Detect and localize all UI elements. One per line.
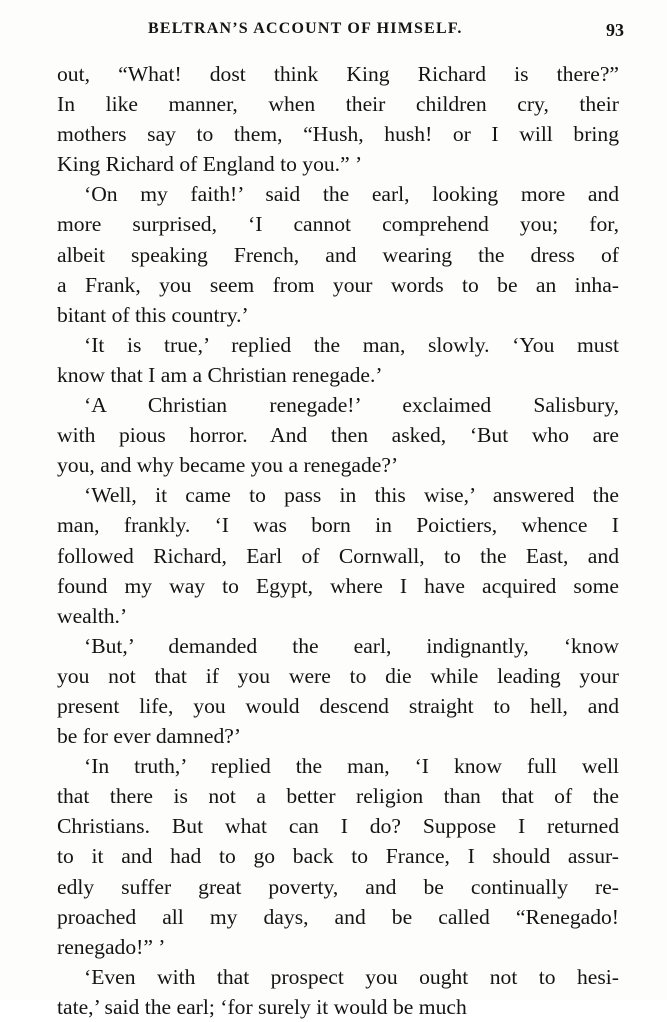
body-text [57, 59, 619, 1022]
text-line: tate,’ said the earl; ‘for surely it would be much [57, 994, 467, 1019]
text-line: found my way to Egypt, where I have acquired some [57, 573, 619, 598]
text-line: present life, you would descend straight to hell, and [57, 693, 619, 718]
text-line: more surprised, ‘I cannot comprehend you; for, [57, 212, 619, 237]
text-line: know that I am a Christian renegade.’ [57, 362, 383, 387]
text-line: you, and why became you a renegade?’ [57, 453, 399, 478]
paragraph [57, 390, 619, 480]
text-line: ‘Well, it came to pass in this wise,’ answered the [84, 483, 619, 508]
paragraph [57, 480, 619, 630]
paragraph [57, 751, 619, 962]
text-line: followed Richard, Earl of Cornwall, to the East, and [57, 543, 619, 568]
text-line: wealth.’ [57, 603, 128, 628]
text-line: ‘In truth,’ replied the man, ‘I know full well [84, 754, 619, 779]
text-line: ‘A Christian renegade!’ exclaimed Salisbury, [84, 393, 619, 418]
text-line: to it and had to go back to France, I should assur- [57, 844, 619, 869]
running-title: BELTRAN’S ACCOUNT OF HIMSELF. [148, 20, 463, 37]
text-line: be for ever damned?’ [57, 724, 242, 749]
text-line: ‘It is true,’ replied the man, slowly. ‘You must [84, 332, 619, 357]
text-line: mothers say to them, “Hush, hush! or I will bring [57, 122, 619, 147]
text-line: a Frank, you seem from your words to be an inha- [57, 272, 619, 297]
page-number: 93 [606, 20, 624, 40]
paragraph [57, 330, 619, 390]
running-head [0, 20, 667, 44]
text-line: albeit speaking French, and wearing the dress of [57, 242, 619, 267]
paragraph [57, 59, 619, 179]
text-line: that there is not a better religion than that of the [57, 784, 619, 809]
text-line: King Richard of England to you.” ’ [57, 152, 363, 177]
paragraph [57, 631, 619, 751]
text-line: ‘Even with that prospect you ought not to hesi- [84, 964, 619, 989]
text-line: bitant of this country.’ [57, 302, 249, 327]
text-line: Christians. But what can I do? Suppose I returned [57, 814, 619, 839]
text-line: with pious horror. And then asked, ‘But who are [57, 423, 619, 448]
text-line: proached all my days, and be called “Renegado! [57, 904, 619, 929]
text-line: you not that if you were to die while leading your [57, 663, 619, 688]
text-line: ‘But,’ demanded the earl, indignantly, ‘know [84, 633, 619, 658]
text-line: edly suffer great poverty, and be continually re- [57, 874, 619, 899]
text-line: man, frankly. ‘I was born in Poictiers, whence I [57, 513, 619, 538]
text-line: renegado!” ’ [57, 934, 166, 959]
text-line: In like manner, when their children cry, their [57, 92, 619, 117]
paragraph [57, 962, 619, 1022]
text-line: out, “What! dost think King Richard is there?” [57, 62, 619, 86]
paragraph [57, 179, 619, 329]
text-line: ‘On my faith!’ said the earl, looking more and [84, 182, 619, 207]
